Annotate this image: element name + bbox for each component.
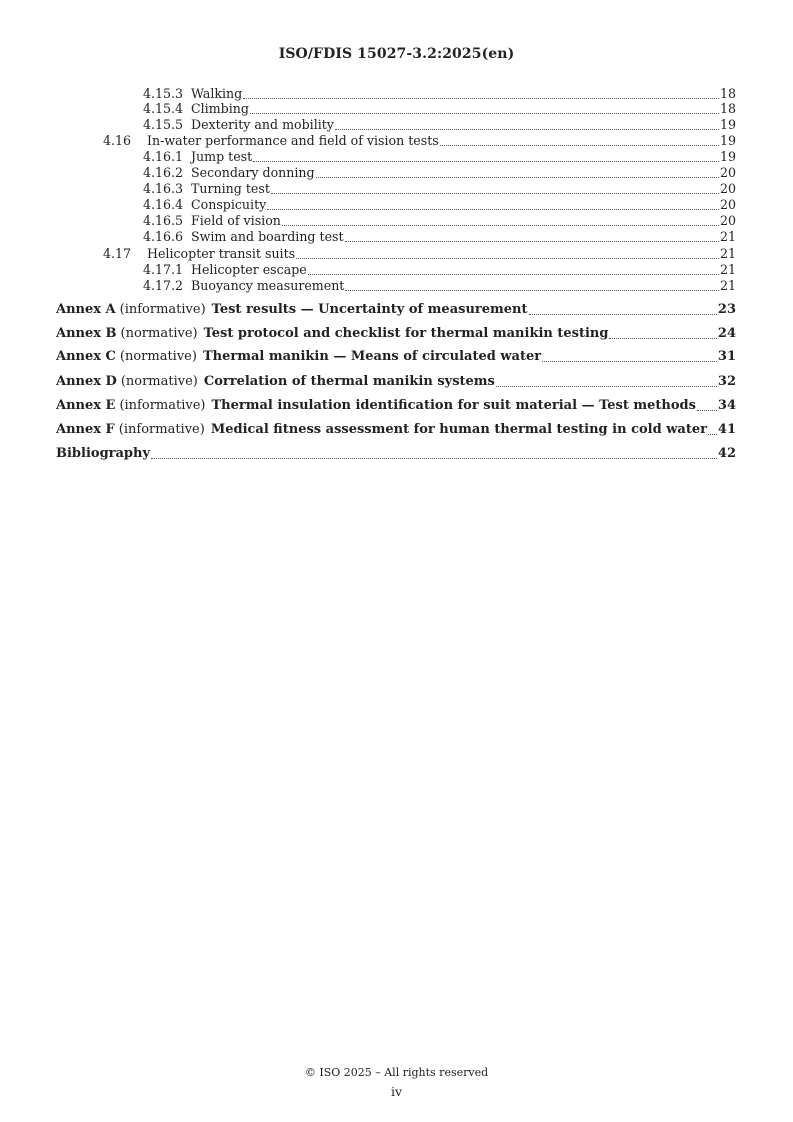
toc-entry-page: 21 xyxy=(719,278,736,293)
toc-entry-page: 20 xyxy=(719,181,736,196)
annex-type: (normative) xyxy=(119,349,197,364)
bibliography-page: 42 xyxy=(717,446,736,461)
dot-leader xyxy=(335,129,719,130)
toc-entry-page: 19 xyxy=(719,149,736,164)
toc-entry-page: 18 xyxy=(719,86,736,101)
dot-leader xyxy=(440,145,719,146)
toc-entry-title: Helicopter escape xyxy=(191,262,307,277)
toc-entry[interactable] xyxy=(103,133,736,149)
toc-entry-number: 4.16 xyxy=(103,133,132,148)
dot-leader xyxy=(308,274,719,275)
toc-entry-title: In-water performance and field of vision tests xyxy=(147,133,439,148)
toc-entry-number: 4.17.1 xyxy=(143,262,184,277)
toc-entry[interactable] xyxy=(143,229,736,245)
dot-leader xyxy=(529,314,717,315)
dot-leader xyxy=(253,161,719,162)
document-header: ISO/FDIS 15027-3.2:2025(en) xyxy=(278,46,515,62)
toc-bibliography-entry[interactable] xyxy=(56,446,736,462)
dot-leader xyxy=(282,225,719,226)
annex-page: 34 xyxy=(717,398,736,413)
annex-label: Annex D xyxy=(56,374,117,389)
toc-entry-number: 4.16.6 xyxy=(143,229,184,244)
toc-entry-page: 20 xyxy=(719,165,736,180)
toc-annex-entry[interactable] xyxy=(56,422,736,438)
annex-page: 32 xyxy=(717,374,736,389)
annex-type: (normative) xyxy=(120,326,198,341)
toc-entry-title: Helicopter transit suits xyxy=(147,246,296,261)
toc-entry-number: 4.17.2 xyxy=(143,278,184,293)
dot-leader xyxy=(271,193,719,194)
annex-type: (normative) xyxy=(120,374,198,389)
toc-entry-title: Turning test xyxy=(191,181,270,196)
copyright-notice: © ISO 2025 – All rights reserved xyxy=(304,1066,489,1079)
toc-entry-number: 4.16.5 xyxy=(143,213,184,228)
toc-entry-title: Buoyancy measurement xyxy=(191,278,345,293)
dot-leader xyxy=(708,434,717,435)
toc-entry-number: 4.17 xyxy=(103,246,132,261)
toc-entry-title: Walking xyxy=(191,86,243,101)
annex-type: (informative) xyxy=(119,302,206,317)
dot-leader xyxy=(542,361,717,362)
bibliography-title: Bibliography xyxy=(56,446,151,461)
dot-leader xyxy=(296,258,719,259)
dot-leader xyxy=(345,290,719,291)
toc-entry[interactable] xyxy=(143,278,736,294)
dot-leader xyxy=(243,98,719,99)
toc-entry[interactable] xyxy=(143,262,736,278)
toc-entry-title: Jump test xyxy=(191,149,253,164)
annex-page: 41 xyxy=(717,422,736,437)
toc-entry-title: Field of vision xyxy=(191,213,281,228)
toc-entry[interactable] xyxy=(143,181,736,197)
toc-annex-entry[interactable] xyxy=(56,398,736,414)
toc-entry[interactable] xyxy=(143,213,736,229)
dot-leader xyxy=(316,177,719,178)
toc-entry[interactable] xyxy=(143,86,736,102)
toc-annex-entry[interactable] xyxy=(56,326,736,342)
annex-title: Test results — Uncertainty of measurement xyxy=(211,302,528,317)
toc-entry-number: 4.16.3 xyxy=(143,181,184,196)
toc-entry-title: Dexterity and mobility xyxy=(191,117,334,132)
toc-entry-page: 18 xyxy=(719,101,736,116)
dot-leader xyxy=(267,209,719,210)
toc-entry[interactable] xyxy=(143,165,736,181)
toc-entry-number: 4.15.5 xyxy=(143,117,184,132)
toc-entry-title: Conspicuity xyxy=(191,197,267,212)
annex-type: (informative) xyxy=(118,422,205,437)
toc-annex-entry[interactable] xyxy=(56,349,736,365)
toc-annex-entry[interactable] xyxy=(56,302,736,318)
toc-entry-title: Swim and boarding test xyxy=(191,229,344,244)
dot-leader xyxy=(250,113,719,114)
toc-entry[interactable] xyxy=(143,149,736,165)
annex-page: 23 xyxy=(717,302,736,317)
annex-label: Annex B xyxy=(56,326,117,341)
annex-page: 31 xyxy=(717,349,736,364)
toc-entry-number: 4.16.4 xyxy=(143,197,184,212)
dot-leader xyxy=(151,458,717,459)
toc-entry[interactable] xyxy=(143,117,736,133)
toc-entry-page: 19 xyxy=(719,133,736,148)
toc-entry-title: Climbing xyxy=(191,101,249,116)
page-number: iv xyxy=(390,1084,403,1099)
annex-label: Annex C xyxy=(56,349,116,364)
annex-title: Test protocol and checklist for thermal manikin testing xyxy=(203,326,609,341)
toc-entry-number: 4.15.4 xyxy=(143,101,184,116)
annex-title: Medical fitness assessment for human thermal testing in cold water xyxy=(210,422,707,437)
annex-title: Correlation of thermal manikin systems xyxy=(203,374,495,389)
toc-entry-page: 19 xyxy=(719,117,736,132)
toc-entry-page: 21 xyxy=(719,229,736,244)
dot-leader xyxy=(697,410,717,411)
toc-entry-number: 4.15.3 xyxy=(143,86,184,101)
toc-entry-page: 20 xyxy=(719,213,736,228)
dot-leader xyxy=(609,338,716,339)
toc-entry[interactable] xyxy=(143,101,736,117)
toc-entry[interactable] xyxy=(103,246,736,262)
annex-type: (informative) xyxy=(119,398,206,413)
annex-label: Annex E xyxy=(56,398,116,413)
toc-entry-page: 21 xyxy=(719,246,736,261)
toc-annex-entry[interactable] xyxy=(56,374,736,390)
annex-label: Annex A xyxy=(56,302,116,317)
annex-title: Thermal insulation identification for suit material — Test methods xyxy=(211,398,696,413)
dot-leader xyxy=(496,386,717,387)
toc-entry[interactable] xyxy=(143,197,736,213)
toc-entry-title: Secondary donning xyxy=(191,165,315,180)
annex-label: Annex F xyxy=(56,422,115,437)
toc-entry-page: 20 xyxy=(719,197,736,212)
toc-entry-page: 21 xyxy=(719,262,736,277)
annex-title: Thermal manikin — Means of circulated water xyxy=(202,349,542,364)
annex-page: 24 xyxy=(717,326,736,341)
toc-entry-number: 4.16.1 xyxy=(143,149,184,164)
dot-leader xyxy=(345,241,719,242)
toc-entry-number: 4.16.2 xyxy=(143,165,184,180)
